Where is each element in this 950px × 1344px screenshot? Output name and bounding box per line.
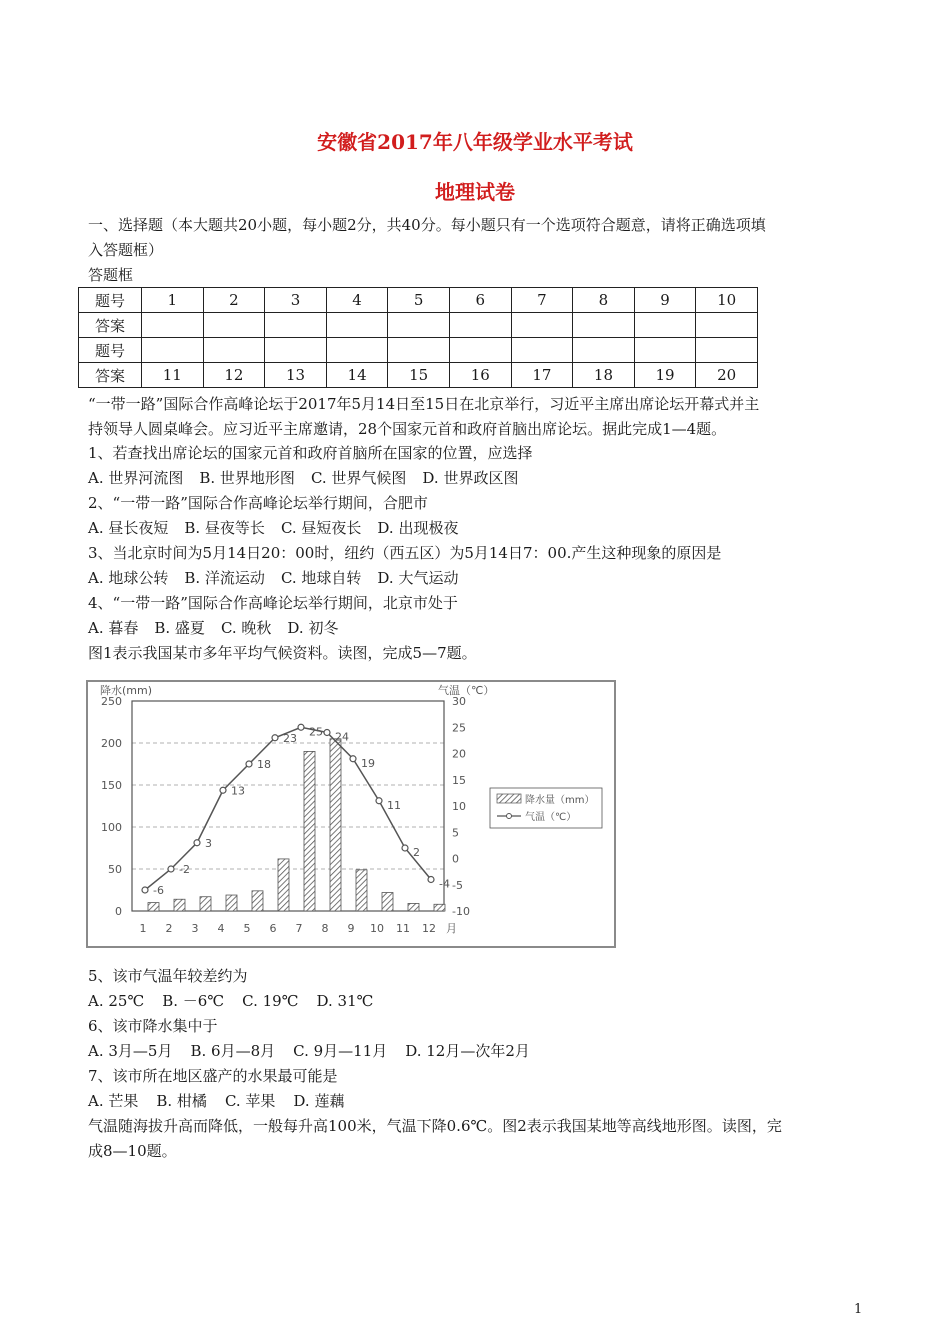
climate-chart xyxy=(86,680,616,948)
option-c[interactable]: C. 苹果 xyxy=(224,1092,276,1110)
climate-chart-svg xyxy=(88,682,614,946)
legend-bar-swatch xyxy=(497,794,521,803)
y-right-tick-label: 25 xyxy=(452,721,466,735)
y-right-tick-label: 20 xyxy=(452,747,466,761)
temperature-data-label: 23 xyxy=(283,731,297,745)
temperature-point xyxy=(142,887,148,893)
x-tick-label: 8 xyxy=(321,922,329,935)
x-tick-label: 3 xyxy=(191,922,199,935)
y-right-tick-label: 15 xyxy=(452,773,466,787)
y-right-tick-label: 10 xyxy=(452,800,466,813)
answer-table-cell: 13 xyxy=(265,363,327,388)
question-options xyxy=(88,467,878,489)
question-stem: 6、该市降水集中于 xyxy=(88,1017,218,1035)
x-tick-label: 10 xyxy=(370,922,384,935)
option-d[interactable]: D. 出现极夜 xyxy=(377,519,459,537)
option-a[interactable]: A. 芒果 xyxy=(88,1092,139,1110)
exam-subtitle: 地理试卷 xyxy=(435,180,515,204)
temperature-point xyxy=(194,840,200,846)
temperature-data-label: 3 xyxy=(205,836,212,850)
option-d[interactable]: D. 31℃ xyxy=(316,992,374,1010)
answer-table-cell: 17 xyxy=(511,363,573,388)
precipitation-bar xyxy=(252,891,263,911)
y-right-axis-label: 气温（℃） xyxy=(438,684,495,697)
precipitation-bar xyxy=(434,904,445,911)
option-d[interactable]: D. 莲藕 xyxy=(293,1092,345,1110)
answer-table-cell xyxy=(573,313,635,338)
answer-table-cell xyxy=(326,313,388,338)
answer-table-cell xyxy=(696,338,758,363)
answer-table-row xyxy=(79,288,758,313)
temperature-data-label: 13 xyxy=(231,784,245,798)
answer-table-cell xyxy=(511,338,573,363)
answer-table-cell: 18 xyxy=(573,363,635,388)
y-left-tick-label: 150 xyxy=(101,779,122,792)
y-left-tick-label: 200 xyxy=(101,737,122,750)
x-tick-label: 6 xyxy=(269,922,277,935)
answer-table-cell: 2 xyxy=(203,288,265,313)
x-tick-label: 11 xyxy=(396,922,410,935)
temperature-point xyxy=(220,787,226,793)
precipitation-bar xyxy=(356,870,367,911)
temperature-point xyxy=(298,724,304,730)
precipitation-bar xyxy=(174,899,185,911)
y-left-tick-label: 250 xyxy=(101,695,122,708)
precipitation-bar xyxy=(278,859,289,911)
option-a[interactable]: A. 暮春 xyxy=(88,619,139,637)
answer-table-cell xyxy=(696,313,758,338)
answer-table-cell: 14 xyxy=(326,363,388,388)
exam-title: 安徽省2017年八年级学业水平考试 xyxy=(317,130,633,154)
precipitation-bar xyxy=(408,903,419,911)
answer-table-header-cell: 答案 xyxy=(79,313,142,338)
y-right-tick-label: -5 xyxy=(452,878,463,892)
section-instruction: 一、选择题（本大题共20小题，每小题2分，共40分。每小题只有一个选项符合题意，请将正确选项填 xyxy=(88,216,766,234)
temperature-point xyxy=(272,735,278,741)
answer-box-label: 答题框 xyxy=(88,266,134,284)
answer-table-cell xyxy=(388,313,450,338)
option-c[interactable]: C. 19℃ xyxy=(242,992,299,1010)
option-d[interactable]: D. 大气运动 xyxy=(377,569,459,587)
passage-text: “一带一路”国际合作高峰论坛于2017年5月14日至15日在北京举行，习近平主席出席论坛开幕式并主 xyxy=(88,395,760,413)
answer-table-header-cell: 题号 xyxy=(79,338,142,363)
temperature-point xyxy=(246,761,252,767)
passage-text: 成8—10题。 xyxy=(88,1142,177,1160)
answer-table-cell: 20 xyxy=(696,363,758,388)
answer-table-cell: 7 xyxy=(511,288,573,313)
precipitation-bar xyxy=(226,895,237,911)
answer-table xyxy=(78,287,758,388)
temperature-point xyxy=(324,730,330,736)
question-options xyxy=(88,1040,878,1062)
answer-table-header-cell: 题号 xyxy=(79,288,142,313)
answer-table-cell xyxy=(388,338,450,363)
answer-table-cell: 9 xyxy=(634,288,696,313)
temperature-data-label: 19 xyxy=(361,756,375,770)
answer-table-header-cell: 答案 xyxy=(79,363,142,388)
question-options xyxy=(88,1090,878,1112)
precipitation-bar xyxy=(148,903,159,911)
answer-table-cell xyxy=(203,313,265,338)
x-tick-label: 12 xyxy=(422,922,436,935)
option-a[interactable]: A. 地球公转 xyxy=(88,569,169,587)
answer-table-cell xyxy=(449,338,511,363)
answer-table-cell xyxy=(326,338,388,363)
temperature-data-label: -6 xyxy=(153,884,164,897)
question-stem: 2、“一带一路”国际合作高峰论坛举行期间，合肥市 xyxy=(88,494,428,512)
precipitation-bar xyxy=(200,897,211,911)
answer-table-cell xyxy=(265,338,327,363)
option-b[interactable]: B. 世界地形图 xyxy=(199,469,295,487)
option-d[interactable]: D. 12月—次年2月 xyxy=(405,1042,530,1060)
question-stem: 5、该市气温年较差约为 xyxy=(88,967,248,985)
answer-table-cell: 1 xyxy=(142,288,204,313)
option-a[interactable]: A. 25℃ xyxy=(88,992,145,1010)
precipitation-bar xyxy=(330,739,341,911)
legend-line-marker xyxy=(507,814,512,819)
answer-table-cell: 8 xyxy=(573,288,635,313)
question-stem: 7、该市所在地区盛产的水果最可能是 xyxy=(88,1067,338,1085)
answer-table-cell: 4 xyxy=(326,288,388,313)
x-tick-label: 4 xyxy=(217,922,225,935)
y-right-tick-label: 5 xyxy=(452,826,459,840)
x-tick-label: 5 xyxy=(243,922,251,935)
answer-table-cell xyxy=(634,338,696,363)
answer-table-cell: 6 xyxy=(449,288,511,313)
option-b[interactable]: B. －6℃ xyxy=(162,992,225,1010)
x-tick-label: 9 xyxy=(347,922,355,935)
answer-table-cell xyxy=(142,313,204,338)
option-a[interactable]: A. 3月—5月 xyxy=(88,1042,173,1060)
temperature-data-label: 11 xyxy=(387,798,401,812)
question-options xyxy=(88,517,878,539)
temperature-data-label: -4 xyxy=(439,877,450,891)
option-c[interactable]: C. 9月—11月 xyxy=(293,1042,388,1060)
answer-table-cell: 10 xyxy=(696,288,758,313)
temperature-data-label: 24 xyxy=(335,730,349,744)
question-options xyxy=(88,567,878,589)
temperature-data-label: 18 xyxy=(257,758,271,771)
option-b[interactable]: B. 6月—8月 xyxy=(190,1042,276,1060)
answer-table-cell xyxy=(573,338,635,363)
passage-text: 气温随海拔升高而降低，一般每升高100米，气温下降0.6℃。图2表示我国某地等高线地形图。读图，完 xyxy=(88,1117,782,1135)
y-right-tick-label: 30 xyxy=(452,695,466,708)
precipitation-bar xyxy=(382,893,393,911)
answer-table-row xyxy=(79,338,758,363)
legend-precipitation-label: 降水量（mm） xyxy=(525,795,595,806)
answer-table-cell: 3 xyxy=(265,288,327,313)
question-stem: 3、当北京时间为5月14日20：00时，纽约（西五区）为5月14日7：00.产生这种现象的原因是 xyxy=(88,544,722,562)
answer-table-cell xyxy=(449,313,511,338)
y-right-tick-label: -10 xyxy=(452,905,470,918)
answer-table-cell: 15 xyxy=(388,363,450,388)
temperature-point xyxy=(350,756,356,762)
answer-table-cell: 19 xyxy=(634,363,696,388)
legend-temperature-label: 气温（℃） xyxy=(525,812,577,823)
option-d[interactable]: D. 初冬 xyxy=(287,619,339,637)
temperature-data-label: 2 xyxy=(413,846,420,859)
answer-table-cell: 12 xyxy=(203,363,265,388)
answer-table-cell xyxy=(142,338,204,363)
option-b[interactable]: B. 昼夜等长 xyxy=(184,519,265,537)
x-tick-label: 2 xyxy=(165,922,173,935)
precipitation-bar xyxy=(304,751,315,911)
temperature-point xyxy=(428,877,434,883)
question-stem: 1、若查找出席论坛的国家元首和政府首脑所在国家的位置，应选择 xyxy=(88,444,533,462)
y-left-tick-label: 100 xyxy=(101,821,122,834)
answer-table-row xyxy=(79,363,758,388)
temperature-point xyxy=(376,798,382,804)
y-right-tick-label: 0 xyxy=(452,852,459,866)
temperature-data-label: -2 xyxy=(179,863,190,876)
option-c[interactable]: C. 地球自转 xyxy=(280,569,362,587)
answer-table-cell: 5 xyxy=(388,288,450,313)
figure-intro: 图1表示我国某市多年平均气候资料。读图，完成5—7题。 xyxy=(88,644,477,662)
y-left-tick-label: 0 xyxy=(115,905,122,918)
option-c[interactable]: C. 昼短夜长 xyxy=(280,519,362,537)
answer-table-cell xyxy=(511,313,573,338)
answer-table-cell xyxy=(265,313,327,338)
option-c[interactable]: C. 世界气候图 xyxy=(310,469,407,487)
question-stem: 4、“一带一路”国际合作高峰论坛举行期间，北京市处于 xyxy=(88,594,458,612)
section-instruction-cont: 入答题框） xyxy=(88,241,164,259)
x-tick-label: 7 xyxy=(295,922,303,935)
option-d[interactable]: D. 世界政区图 xyxy=(422,469,519,487)
option-a[interactable]: A. 世界河流图 xyxy=(88,469,184,487)
temperature-point xyxy=(402,845,408,851)
answer-table-cell xyxy=(634,313,696,338)
option-b[interactable]: B. 柑橘 xyxy=(156,1092,207,1110)
answer-table-cell: 16 xyxy=(449,363,511,388)
question-options xyxy=(88,990,878,1012)
x-tick-label: 1 xyxy=(139,922,147,935)
page-number: 1 xyxy=(854,1302,863,1317)
option-b[interactable]: B. 盛夏 xyxy=(154,619,205,637)
x-axis-unit: 月 xyxy=(446,922,457,935)
question-options xyxy=(88,617,878,639)
option-c[interactable]: C. 晚秋 xyxy=(220,619,272,637)
option-a[interactable]: A. 昼长夜短 xyxy=(88,519,169,537)
answer-table-cell: 11 xyxy=(142,363,204,388)
answer-table-cell xyxy=(203,338,265,363)
temperature-data-label: 25 xyxy=(309,725,323,739)
option-b[interactable]: B. 洋流运动 xyxy=(184,569,265,587)
y-left-tick-label: 50 xyxy=(108,863,122,876)
passage-text: 持领导人圆桌峰会。应习近平主席邀请，28个国家元首和政府首脑出席论坛。据此完成1—4题。 xyxy=(88,420,727,438)
y-left-axis-label: 降水(mm) xyxy=(100,684,153,697)
answer-table-row xyxy=(79,313,758,338)
temperature-point xyxy=(168,866,174,872)
